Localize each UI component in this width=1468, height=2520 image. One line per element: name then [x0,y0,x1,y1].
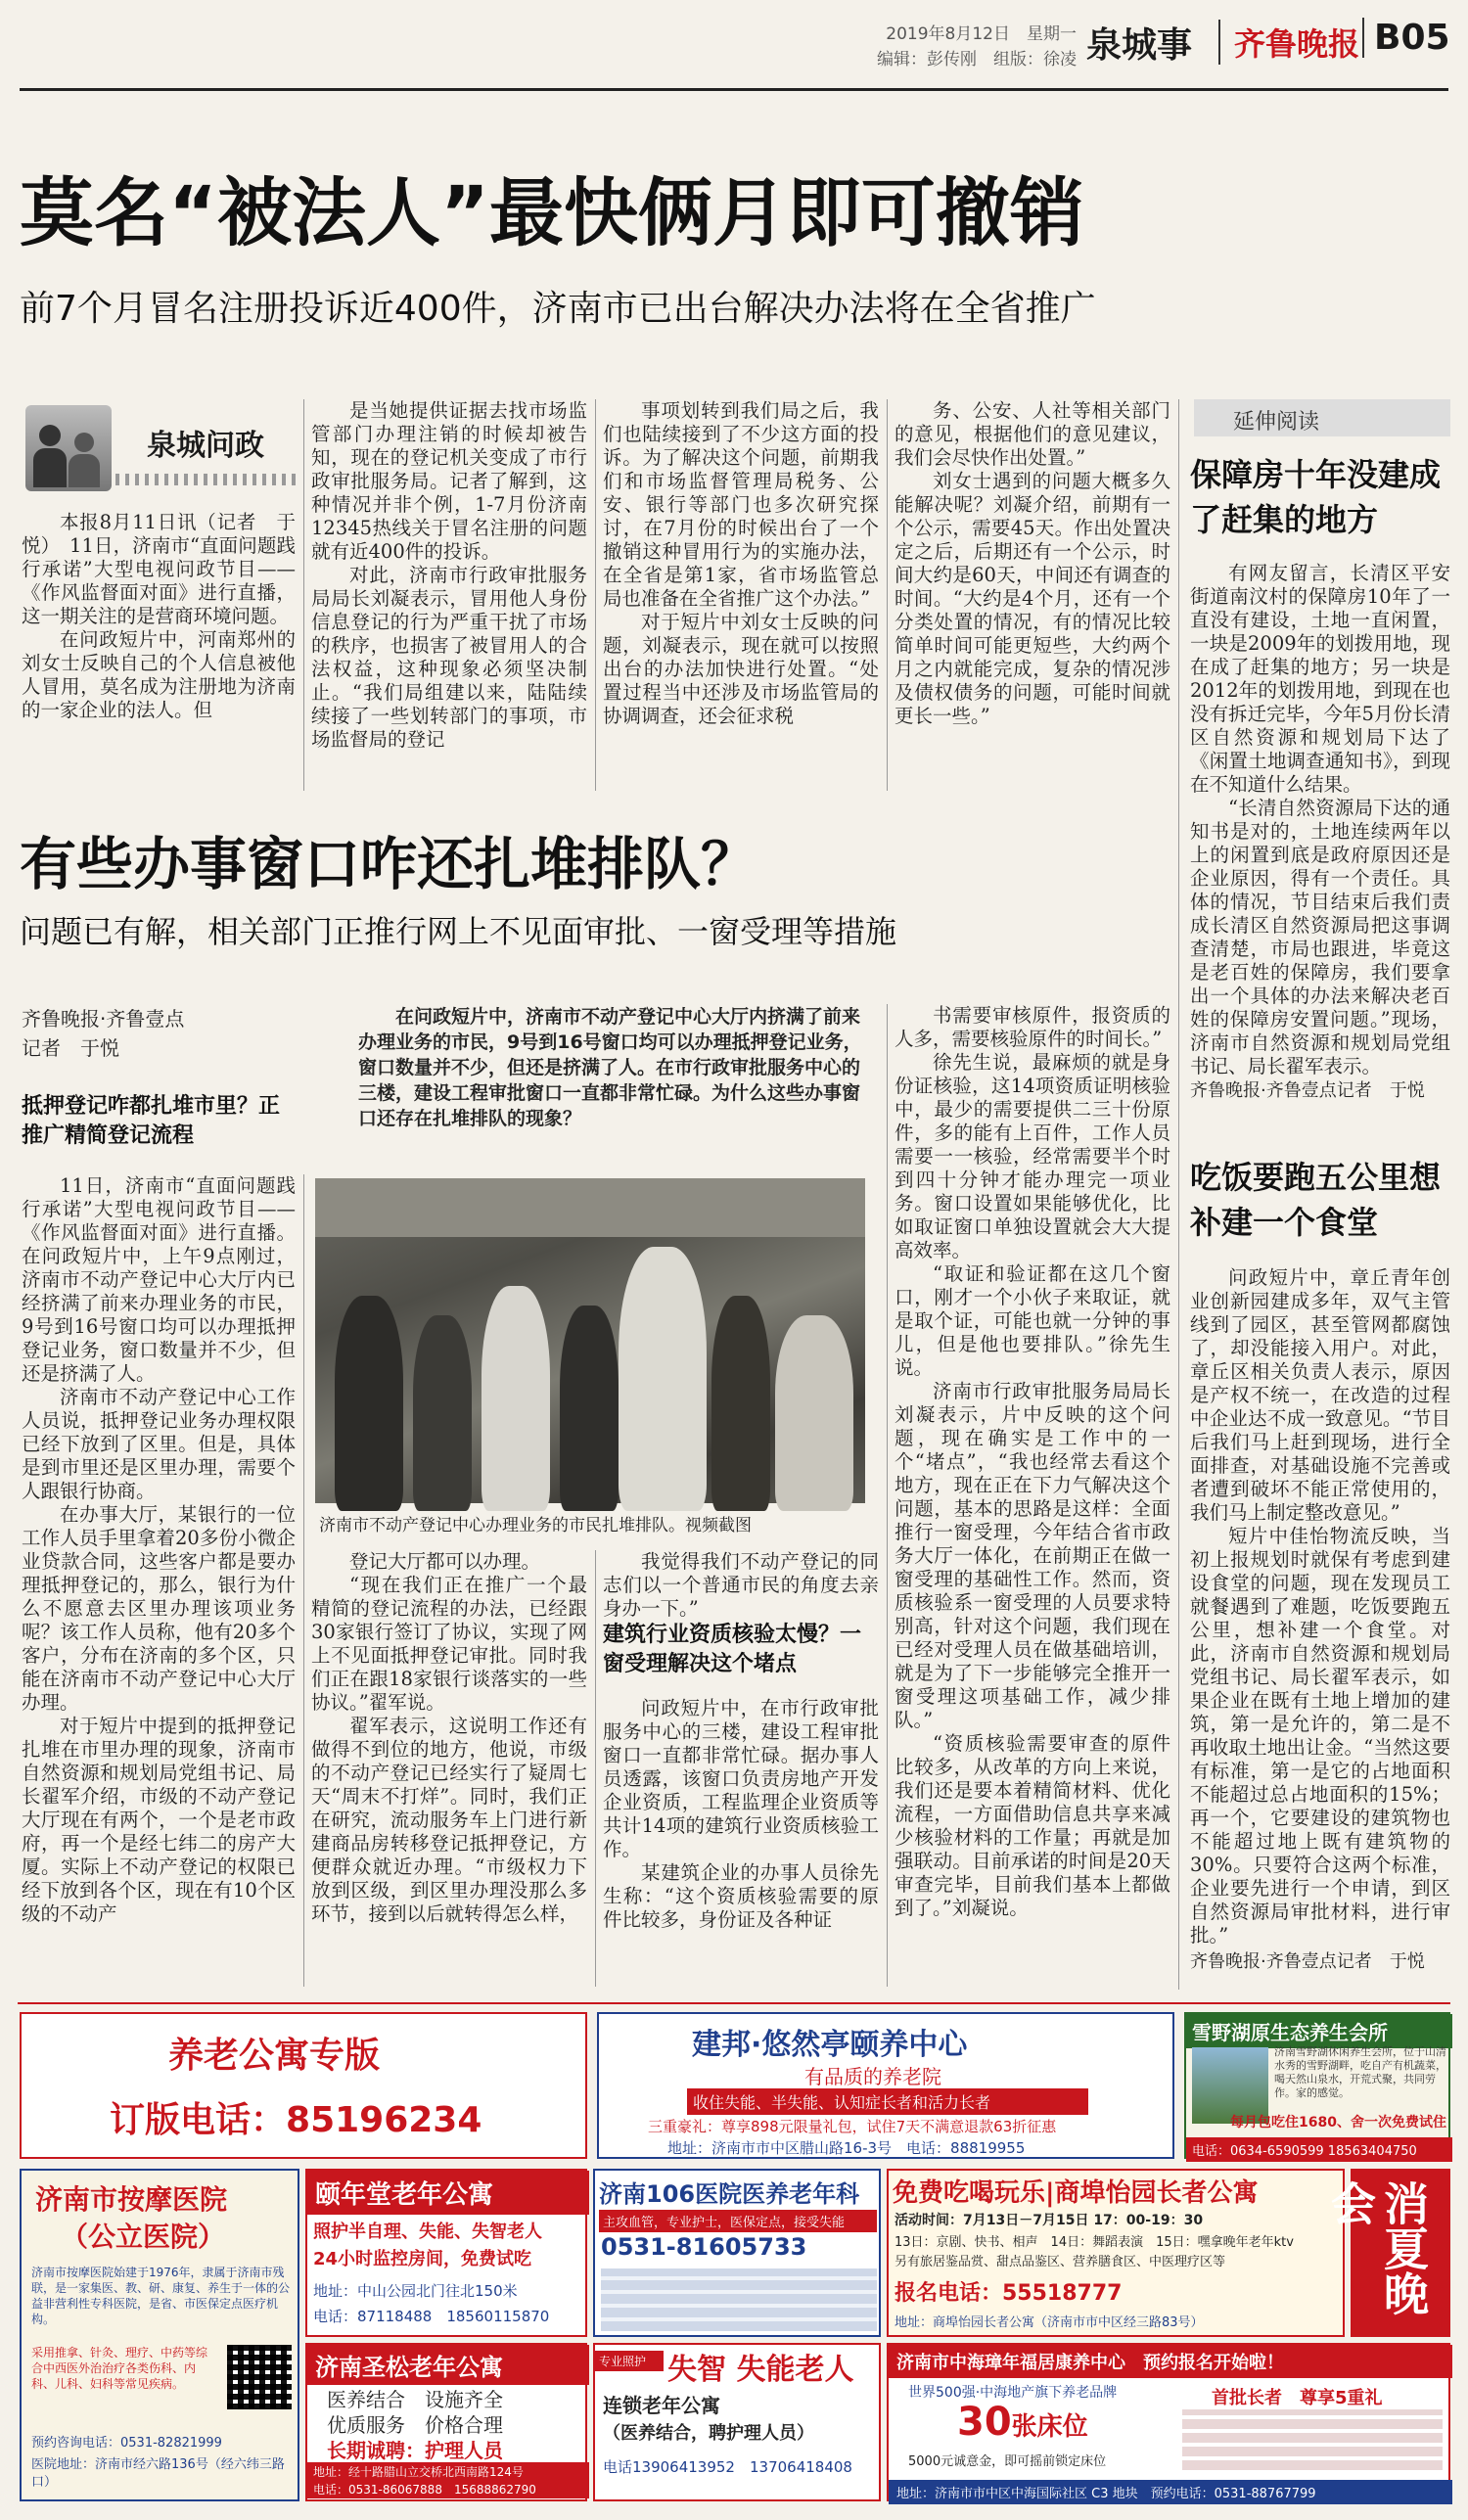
ad-xueye-phone: 电话：0634-6590599 18563404750 [1186,2137,1452,2162]
ad-yiniantang-address: 地址：中山公园北门往北150米 [313,2282,518,2300]
page-number: B05 [1362,18,1450,58]
sidebar-text-1 [1190,562,1450,1077]
ad-zhonghai-title: 济南市中海璋年福居康养中心 预约报名开始啦！ [889,2345,1452,2378]
ad-shangbu-title: 免费吃喝玩乐|商埠怡园长者公寓 [893,2178,1259,2208]
ad-summer-party-title: 消夏晚会 [1324,2180,1430,2315]
ad-jianbang-title: 建邦·悠然亭颐养中心 [692,2028,968,2062]
paragraph: 本报8月11日讯（记者 于悦） 11日，济南市“直面问题践行承诺”大型电视问政节目——《作风监督面对面》进行直播，这一期关注的是营商环境问题。 [22,511,296,627]
paragraph: 翟军表示，这说明工作还有做得不到位的地方，他说，市级的不动产登记已经实行了疑周七天“周末不打烊”。同时，我们正在研究，流动服务车上门进行新建商品房转移登记抵押登记，方便群众就近办理。“市级权力下放到区级，到区里办理没那么多环节，接到以后就转得怎么样， [311,1715,587,1925]
column-label-box [22,399,296,497]
ad-106-hospital [593,2169,881,2337]
ad-xueye-price: 每月包吃住1680、舍一次免费试住 [1230,2115,1446,2131]
paragraph: 有网友留言，长清区平安街道南汶村的保障房10年了一直没有建设，土地一直闲置，一块是2009年的划拨用地，现在成了赶集的地方；另一块是2012年的划拨用地，到现在也没有拆迁完毕，今年5月份长清区自然资源和规划局下达了《闲置土地调查通知书》，到现在不知道什么结果。 [1190,562,1450,796]
paragraph: “取证和验证都在这几个窗口，刚才一个小伙子来取证，就是取个证，可能也就一分钟的事儿，但是他也要排队。”徐先生说。 [895,1262,1170,1379]
ad-shengsong [305,2343,587,2501]
ad-shangbu [887,2169,1345,2337]
ad-subscription-title: 养老公寓专版 [168,2036,381,2076]
ad-shangbu-signup: 报名电话：55518777 [895,2281,1123,2306]
ad-xueye-title: 雪野湖原生态养生会所 [1186,2014,1452,2048]
ad-massage-title: 济南市按摩医院 [35,2183,228,2216]
paragraph: 对此，济南市行政审批服务局局长刘凝表示，冒用他人身份信息登记的行为严重干扰了市场的秩序，也损害了被冒用人的合法权益，这种现象必须坚决制止。“我们局组建以来，陆陆续续接了一些划转部门的事项，市场监督局的登记 [311,564,587,751]
ad-shangbu-address: 地址：商埠怡园长者公寓（济南市市中区经三路83号） [895,2315,1204,2330]
ad-zhonghai-line1: 世界500强·中海地产旗下养老品牌 [908,2385,1118,2401]
article2-col2 [311,1550,587,1991]
ad-shengsong-address: 地址：经十路腊山立交桥北西南路124号 [307,2462,589,2481]
ad-zhonghai-address: 地址：济南市市中区中海国际社区 C3 地块 预约电话：0531-88767799 [889,2480,1452,2504]
ad-xueye-text: 济南雪野湖休闲养生会所，位于山清水秀的雪野湖畔，吃自产有机蔬菜，喝天然山泉水，开荒式聚，共同劳作。家的感觉。 [1274,2045,1446,2099]
sidebar-label-box [1194,399,1450,436]
ad-zhonghai-beds [957,2400,1088,2445]
paragraph: 登记大厅都可以办理。 [349,1550,541,1573]
paragraph: 对于短片中提到的抵押登记扎堆在市里办理的现象，济南市自然资源和规划局党组书记、局长翟军介绍，市级的不动产登记大厅现在有两个，一个是老市政府，再一个是经七纬二的房产大厦。实际上不动产登记的权限已经下放到各个区，现在有10个区级的不动产 [22,1715,296,1925]
paragraph: 务、公安、人社等相关部门的意见，根据他们的意见建议，我们会尽快作出处置。” [895,399,1170,469]
ad-shizhi-line1: 连锁老年公寓 [603,2394,720,2417]
ad-shizhi-tag: 专业照护 [595,2351,664,2371]
article2-section1-title: 抵押登记咋都扎堆市里？正推广精简登记流程 [22,1094,281,1148]
article1-subhead: 前7个月冒名注册投诉近400件，济南市已出台解决办法将在全省推广 [20,289,1096,329]
ad-massage-subtitle: （公立医院） [61,2221,226,2253]
ad-zhonghai-line2: 5000元诚意金，即可摇前锁定床位 [908,2454,1107,2469]
column-label: 泉城问政 [147,429,264,463]
ads-rule [18,2002,1450,2004]
ad-zhonghai-gifts-block [1182,2409,1443,2470]
ad-subscription [20,2012,587,2159]
ad-shengsong-line2: 优质服务 价格合理 [327,2413,503,2437]
article1-col2 [311,399,587,795]
paragraph: 对于短片中刘女士反映的问题，刘凝表示，现在就可以按照出台的办法加快进行处置。“处置过程当中还涉及市场监管局的协调调查，还会征求税 [603,611,879,727]
ad-shangbu-line1: 13日：京剧、快书、相声 14日：舞蹈表演 15日：嘿拿晚年老年ktv [895,2235,1294,2250]
paragraph: 书需要审核原件，报资质的人多，需要核验原件的时间长。” [895,1004,1170,1050]
ad-shizhi [593,2343,881,2501]
ad-subscription-phone [110,2092,482,2142]
ad-massage-address: 医院地址：济南市经六路136号（经六纬三路口） [31,2457,285,2490]
ad-massage-services: 采用推拿、针灸、理疗、中药等综合中西医外治治疗各类伤科、内科、儿科、妇科等常见疾病。 [31,2346,208,2391]
paragraph: 我觉得我们不动产登记的同志们以一个普通市民的角度去亲身办一下。” [603,1550,879,1620]
column-rule [595,1550,596,1987]
qr-code-icon [227,2345,292,2409]
paragraph: 徐先生说，最麻烦的就是身份证核验，这14项资质证明核验中，最少的需要提供二三十份原件，多的能有上百件，工作人员需要一一核验，经常需要半个时到四十分钟才能办理完一项业务。窗口设置如果能够优化，比如取证窗口单独设置就会大大提高效率。 [895,1051,1170,1261]
article2-col4 [895,1004,1170,1991]
ad-shangbu-line2: 另有旅居鉴品赏、甜点品鉴区、营养膳食区、中医理疗区等 [895,2255,1226,2269]
sidebar-text-2 [1190,1266,1450,1947]
byline-line: 记者 于悦 [22,1036,119,1060]
ad-yiniantang-phone: 电话：87118488 18560115870 [313,2308,550,2325]
ad-jianbang-address: 地址：济南市市中区腊山路16-3号 电话：88819955 [667,2139,1026,2157]
column-rule [887,1004,888,1987]
sidebar-rule [1178,399,1179,1990]
ad-shengsong-title: 济南圣松老年公寓 [307,2345,589,2385]
ad-shengsong-line3: 长期诚聘：护理人员 [327,2439,503,2462]
article2-headline: 有些办事窗口咋还扎堆排队？ [20,831,758,897]
byline-line: 齐鲁晚报·齐鲁壹点 [22,1007,185,1031]
paragraph: 问政短片中，在市行政审批服务中心的三楼，建设工程审批窗口一直都非常忙碌。据办事人员透露，该窗口负责房地产开发企业资质，工程监理企业资质等共计14项的建筑行业资质核验工作。 [603,1697,879,1860]
paragraph: 在问政短片中，河南郑州的刘女士反映自己的个人信息被他人冒用，莫名成为注册地为济南的一家企业的法人。但 [22,628,296,721]
paragraph: 济南市行政审批服务局局长刘凝表示，片中反映的这个问题，现在确实是工作中的一个“堵点”，“我也经常去看这个地方，现在正在下力气解决这个问题，基本的思路是这样：全面推行一窗受理，今年结合省市政务大厅一体化，在前期正在做一窗受理的基础性工作。然而，资质核验系一窗受理的人员要求特别高，针对这个问题，我们现在已经对受理人员在做基础培训，就是为了下一步能够完全推开一窗受理这项基础工作，减少排队。” [895,1380,1170,1731]
header-rule [20,88,1448,91]
article1-col4 [895,399,1170,795]
date-line: 2019年8月12日 星期一 [886,24,1077,44]
column-name: 泉城事 [1086,25,1193,66]
ad-yiniantang-line1: 照护半自理、失能、失智老人 [313,2222,542,2242]
column-rule [595,399,596,791]
article2-byline [22,1004,296,1063]
paragraph: “资质核验需要审查的原件比较多，从改革的方向上来说，我们还是要本着精简材料、优化流程，一方面借助信息共享来减少核验材料的工作量；再就是加强联动。目前承诺的时间是20天审查完毕，目前我们基本上都做到了。”刘凝说。 [895,1732,1170,1919]
ad-shengsong-line1: 医养结合 设施齐全 [327,2388,503,2411]
ad-106-phone: 0531-81605733 [601,2233,807,2261]
article2-section2-title: 建筑行业资质核验太慢？一窗受理解决这个堵点 [603,1623,862,1676]
paragraph: 济南市不动产登记中心工作人员说，抵押登记业务办理权限已经下放到了区里。但是，具体是到市里还是区里办理，需要个人跟银行协商。 [22,1386,296,1502]
ad-xueye [1184,2012,1450,2159]
article2-photo-caption: 济南市不动产登记中心办理业务的市民扎堆排队。视频截图 [319,1516,752,1535]
ad-yiniantang [305,2169,587,2337]
beds-number: 30 [957,2400,1012,2445]
ad-106-line1: 主攻血管，专业护士，医保定点，接受失能 [599,2210,877,2232]
paragraph: 刘女士遇到的问题大概多久能解决呢？刘凝介绍，前期有一个公示，需要45天。作出处置决定之后，后期还有一个公示，时间大约是60天，中间还有调查的时间。“大约是4个月，还有一个分类处置的情况，有的情况比较简单时间可能更短些，大约两个月之内就能完成，复杂的情况涉及债权债务的问题，可能时间就更长一些。” [895,470,1170,727]
article1-col1 [22,511,296,795]
newspaper-logo: 齐鲁晚报 [1218,20,1359,65]
article2-lead: 在问政短片中，济南市不动产登记中心大厅内挤满了前来办理业务的市民，9号到16号窗口均可以办理抵押登记业务，窗口数量并不少，但还是挤满了人。在市行政审批服务中心的三楼，建设工程审批窗口一直都非常忙碌。为什么这些办事窗口还存在扎堆排队的现象？ [358,1006,862,1129]
ad-jianbang-line1: 收住失能、半失能、认知症长者和活力长者 [687,2088,1088,2115]
article1-headline: 莫名“被法人”最快俩月即可撤销 [20,169,1084,256]
phone-label: 订版电话： [110,2100,287,2140]
editors-line: 编辑：彭传刚 组版：徐凌 [877,50,1077,69]
column-label-skyline [115,474,296,485]
article2-photo [315,1178,865,1503]
paragraph: “长清自然资源局下达的通知书是对的，土地连续两年以上的闲置到底是政府原因还是企业原因，得有一个责任。具体的情况，节目结束后我们责成长清区自然资源局把这事调查清楚，市局也跟进，毕竟这是老百姓的保障房，我们要拿出一个具体的办法来解决老百姓的保障房安置问题。”现场，济南市自然资源和规划局党组书记、局长翟军表示。 [1190,797,1450,1077]
ad-shizhi-line2: （医养结合，聘护理人员） [603,2423,814,2444]
article2-col1 [22,1174,296,1991]
ad-jianbang-line2: 三重豪礼：尊享898元限量礼包，试住7天不满意退款63折征惠 [648,2118,1057,2135]
ad-shangbu-time: 活动时间：7月13日－7月15日 17：00-19：30 [895,2213,1204,2228]
column-rule [887,399,888,791]
ad-zhonghai-vip: 首批长者 尊享5重礼 [1212,2388,1383,2408]
article1-col3 [603,399,879,795]
ad-jianbang [597,2012,1174,2159]
sidebar-label: 延伸阅读 [1233,410,1320,435]
ad-summer-party [1324,2169,1450,2337]
paragraph: 11日，济南市“直面问题践行承诺”大型电视问政节目——《作风监督面对面》进行直播。在问政短片中，上午9点刚过，济南市不动产登记中心大厅内已经挤满了前来办理业务的市民，9号到16号窗口均可以办理抵押登记业务，窗口数量并不少，但还是挤满了人。 [22,1174,296,1385]
ad-shizhi-phone: 电话13906413952 13706418408 [603,2458,852,2476]
paragraph: 在办事大厅，某银行的一位工作人员手里拿着20多份小微企业贷款合同，这些客户都是要办理抵押登记的，那么，银行为什么不愿意去区里办理该项业务呢？该工作人员称，他有20多个客户，分布在济南的多个区，只能在济南市不动产登记中心大厅办理。 [22,1503,296,1714]
ad-massage-hospital [20,2169,299,2501]
header-meta [842,22,1077,72]
article2-col3 [603,1550,879,1991]
column-rule [303,1174,304,1987]
paragraph: 是当她提供证据去找市场监管部门办理注销的时候却被告知，现在的登记机关变成了市行政审批服务局。记者了解到，这种情况并非个例，1-7月份济南12345热线关于冒名注册的问题就有近400件的投诉。 [311,399,587,563]
ad-jianbang-tag: 有品质的养老院 [804,2065,941,2088]
ad-shengsong-phone: 电话：0531-86067888 15688862790 [307,2480,589,2498]
ad-106-title: 济南106医院医养老年科 [599,2180,860,2208]
ad-massage-text: 济南市按摩医院始建于1976年，隶属于济南市残联，是一家集医、教、研、康复、养生于一体的公益非营利性专科医院，是省、市医保定点医疗机构。 [31,2266,291,2326]
ad-yiniantang-title: 颐年堂老年公寓 [307,2171,589,2215]
beds-label: 张床位 [1011,2412,1088,2442]
sidebar-byline-1: 齐鲁晚报·齐鲁壹点记者 于悦 [1190,1080,1425,1101]
ad-106-info-block [601,2268,877,2331]
column-label-icon [25,405,112,491]
sidebar-title-1: 保障房十年没建成了赶集的地方 [1190,456,1442,538]
sidebar-byline-2: 齐鲁晚报·齐鲁壹点记者 于悦 [1190,1951,1425,1972]
paragraph: 某建筑企业的办事人员徐先生称：“这个资质核验需要的原件比较多，身份证及各种证 [603,1861,879,1931]
paragraph: 事项划转到我们局之后，我们也陆续接到了不少这方面的投诉。为了解决这个问题，前期我们和市场监督管理局税务、公安、银行等部门也多次研究探讨，在7月份的时候出台了一个撤销这种冒用行为的实施办法，在全省是第1家，省市场监管总局也准备在全省推广这个办法。” [603,399,879,610]
ad-yiniantang-line2: 24小时监控房间，免费试吃 [313,2249,532,2269]
column-rule [303,399,304,791]
paragraph: 短片中佳怡物流反映，当初上报规划时就保有考虑到建设食堂的问题，现在发现员工就餐遇到了难题，吃饭要跑五公里，想补建一个食堂。对此，济南市自然资源和规划局党组书记、局长翟军表示，如果企业在既有土地上增加的建筑，第一是允许的，第二是不再收取土地出让金。“当然这要有标准，第一是它的占地面积不能超过总占地面积的15%；再一个，它要建设的建筑物也不能超过地上既有建筑物的30%。只要符合这两个标准，企业要先进行一个申请，到区自然资源局审批材料，进行审批。” [1190,1525,1450,1947]
ad-massage-phone: 预约咨询电话：0531-82821999 [31,2436,222,2451]
paragraph: “现在我们正在推广一个最精简的登记流程的办法，已经跟30家银行签订了协议，实现了网上不见面抵押登记审批。同时我们正在跟18家银行谈落实的一些协议。”翟军说。 [311,1574,587,1714]
article2-subhead: 问题已有解，相关部门正推行网上不见面审批、一窗受理等措施 [20,913,897,950]
ad-shizhi-title: 失智 失能老人 [667,2353,854,2387]
sidebar-title-2: 吃饭要跑五公里想补建一个食堂 [1190,1159,1442,1241]
phone-number: 85196234 [286,2100,482,2140]
ad-zhonghai [887,2343,1450,2501]
paragraph: 问政短片中，章丘青年创业创新园建成多年，双气主管线到了园区，甚至管网都腐蚀了，却没能接入用户。对此，章丘区相关负责人表示，原因是产权不统一，在改造的过程中企业达不成一致意见。“节目后我们马上赶到现场，进行全面排查，对基础设施不完善或者遭到破坏不能正常使用的，我们马上制定整改意见。” [1190,1266,1450,1524]
